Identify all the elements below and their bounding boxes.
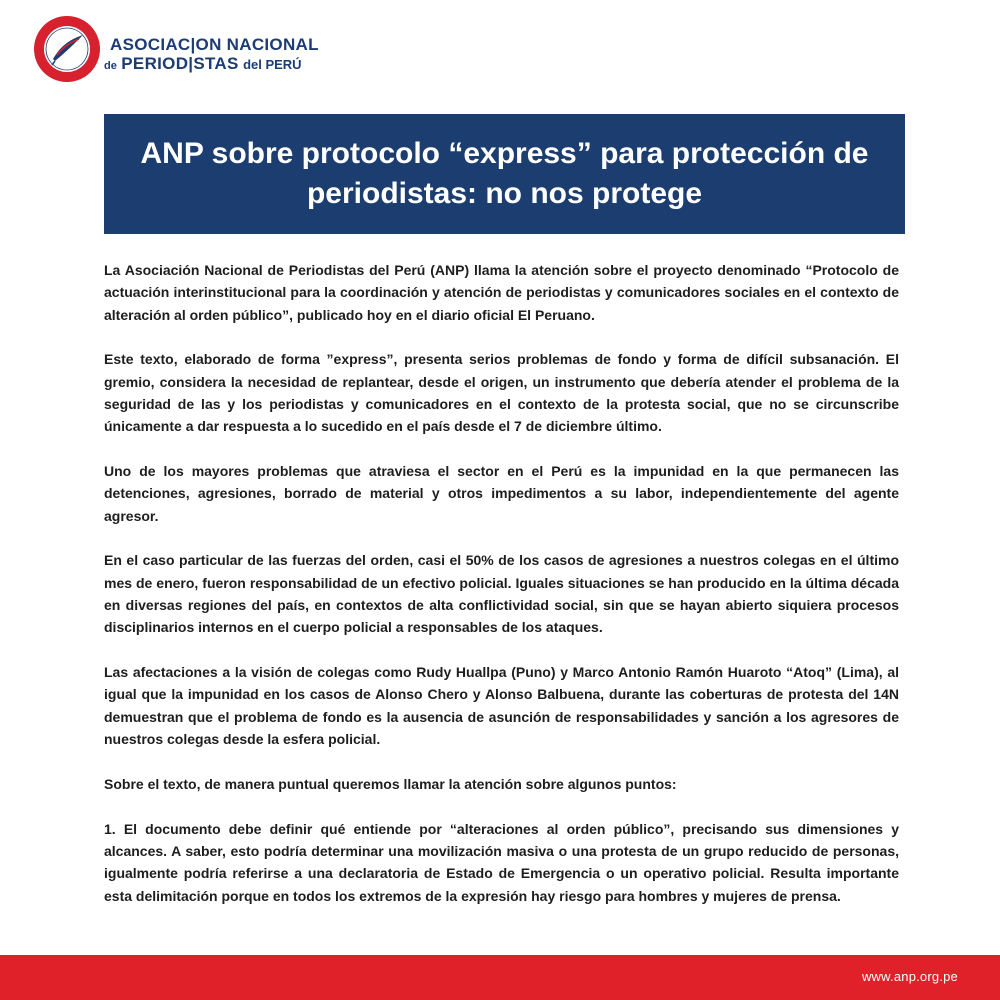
footer-website-link[interactable]: www.anp.org.pe [861,969,958,984]
page-header [0,0,1000,110]
headline-title: ANP sobre protocolo “express” para protección de periodistas: no nos protege [140,137,869,210]
footer-bar [0,955,1000,1000]
article-paragraph-5: Las afectaciones a la visión de colegas como Rudy Huallpa (Puno) y Marco Antonio Ramón Huaroto “Atoq” (Lima), al igual que la impunidad en los casos de Alonso Chero y Alonso Balbuena, durante las coberturas de protesta del 14N demuestran que el problema de fondo es la ausencia de asunción de responsabilidades y sanción a los agresores de nuestros colegas desde la esfera policial. [104,664,899,748]
article-paragraph-7: 1. El documento debe definir qué entiende por “alteraciones al orden público”, precisando sus dimensiones y alcances. A saber, esto podría determinar una movilización masiva o una protesta de un grupo reducido de personas, igualmente podría referirse a una declaratoria de Estado de Emergencia o un operativo policial. Resulta importante esta delimitación porque en todos los extremos de la expresión hay riesgo para hombres y mujeres de prensa. [104,820,899,904]
article-paragraph-6: Sobre el texto, de manera puntual queremos llamar la atención sobre algunos puntos: [104,775,677,792]
article-paragraph-4: En el caso particular de las fuerzas del orden, casi el 50% de los casos de agresiones a nuestros colegas en el último mes de enero, fueron responsabilidad de un efectivo policial. Iguales situaciones se han producido en la última década en diversas regiones del país, en contextos de alta conflictividad social, sin que se hayan abierto siquiera procesos disciplinarios internos en el cuerpo policial a responsables de los ataques. [104,552,899,636]
article-paragraph-2: Este texto, elaborado de forma ”express”, presenta serios problemas de fondo y forma de difícil subsanación. El gremio, considera la necesidad de replantear, desde el origen, un instrumento que debería atender el problema de la seguridad de las y los periodistas y comunicadores en el contexto de la protesta social, que no se circunscribe únicamente a dar respuesta a lo sucedido en el país desde el 7 de diciembre último. [104,351,899,435]
article-paragraph-1: La Asociación Nacional de Periodistas del Perú (ANP) llama la atención sobre el proyecto denominado “Protocolo de actuación interinstitucional para la coordinación y atención de periodistas y comunicadores sociales en el contexto de alteración al orden público”, publicado hoy en el diario oficial El Peruano. [104,262,899,323]
article-body [104,259,899,929]
org-name-main: PERIOD|STAS [121,54,239,73]
article-paragraph-3: Uno de los mayores problemas que atraviesa el sector en el Perú es la impunidad en la que permanecen las detenciones, agresiones, borrado de material y otros impedimentos a su labor, independientemente del agente agresor. [104,463,899,524]
headline-banner [104,114,905,234]
org-name-line2 [104,54,302,74]
org-name-prefix: de [104,60,117,72]
org-name-suffix: del PERÚ [243,57,302,72]
org-name-line1: ASOCIAC|ON NACIONAL [110,35,319,54]
anp-seal-logo [33,15,101,83]
